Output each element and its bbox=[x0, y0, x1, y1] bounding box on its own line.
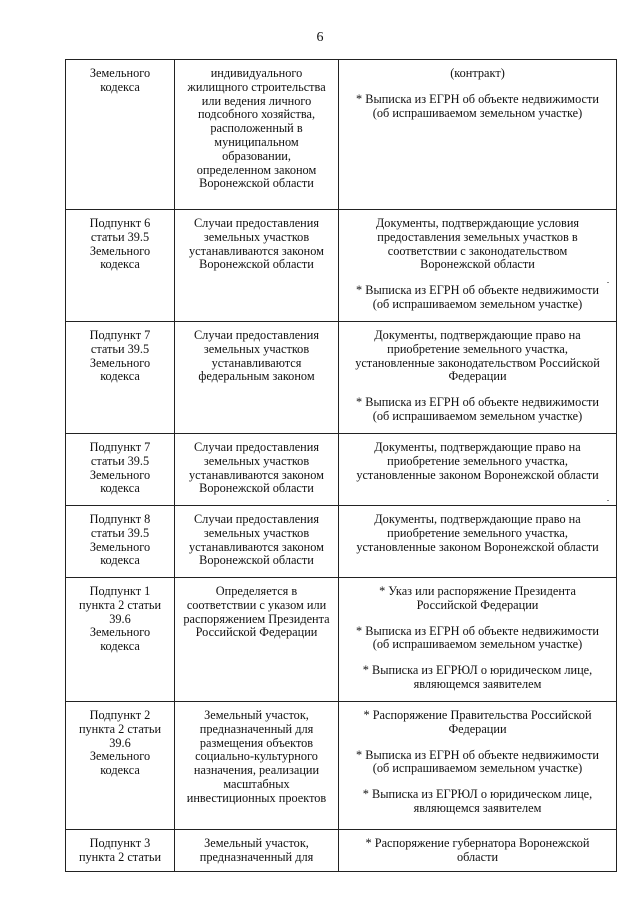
documents-cell bbox=[339, 830, 617, 872]
subject-line: Земельный участок, bbox=[204, 836, 309, 850]
subject-cell bbox=[175, 702, 339, 830]
scan-speck bbox=[607, 500, 609, 501]
subject-line: определенном законом bbox=[196, 162, 317, 177]
bullet-asterisk: * bbox=[362, 663, 369, 678]
subject-line: инвестиционных проектов bbox=[186, 790, 327, 805]
basis-line: кодекса bbox=[100, 79, 140, 94]
document-text: установленные законом Воронежской области bbox=[356, 539, 599, 554]
subject-line: земельных участков bbox=[203, 525, 310, 540]
bullet-asterisk: * bbox=[379, 584, 386, 598]
document-text: Выписка из ЕГРН об объекте недвижимости bbox=[365, 91, 599, 106]
basis-line: Подпункт 1 bbox=[89, 584, 151, 598]
subject-line: жилищного строительства bbox=[187, 79, 326, 94]
subject-line: Случаи предоставления bbox=[193, 216, 320, 230]
subject-line: муниципальном bbox=[214, 134, 299, 149]
basis-line: кодекса bbox=[100, 481, 140, 496]
basis-cell bbox=[66, 210, 175, 322]
document-line bbox=[343, 410, 612, 424]
subject-line: соответствии с указом или bbox=[186, 597, 327, 612]
subject-line: образовании, bbox=[222, 148, 291, 163]
basis-cell bbox=[66, 322, 175, 434]
subject-line: устанавливаются bbox=[211, 355, 302, 370]
documents-cell bbox=[339, 434, 617, 506]
document-text: Выписка из ЕГРН об объекте недвижимости bbox=[365, 623, 599, 638]
subject-line: размещения объектов bbox=[199, 735, 314, 750]
basis-line: Подпункт 8 bbox=[89, 512, 151, 526]
scan-speck bbox=[607, 282, 609, 283]
document-line bbox=[343, 343, 612, 357]
basis-line: Подпункт 6 bbox=[89, 216, 151, 230]
document-item bbox=[343, 837, 612, 865]
document-text: (контракт) bbox=[450, 66, 505, 80]
document-line bbox=[343, 370, 612, 384]
document-text: Документы, подтверждающие право на bbox=[374, 440, 581, 454]
document-line bbox=[343, 788, 612, 802]
document-line bbox=[343, 231, 612, 245]
document-line bbox=[343, 284, 612, 298]
basis-line: Подпункт 7 bbox=[89, 328, 151, 342]
basis-line: статьи 39.5 bbox=[90, 229, 150, 244]
document-text: являющемся заявителем bbox=[413, 676, 542, 691]
document-line bbox=[343, 851, 612, 865]
table-row bbox=[66, 702, 617, 830]
basis-line: Земельного bbox=[89, 355, 151, 370]
documents-cell bbox=[339, 578, 617, 702]
document-item bbox=[343, 67, 612, 81]
subject-line: устанавливаются законом bbox=[189, 467, 324, 482]
basis-line: Земельного bbox=[89, 625, 151, 640]
subject-cell bbox=[175, 60, 339, 210]
subject-line: подсобного хозяйства, bbox=[197, 107, 316, 122]
document-text: Распоряжение губернатора Воронежской bbox=[374, 836, 590, 850]
subject-line: распоряжением Президента bbox=[183, 611, 330, 626]
subject-line: или ведения личного bbox=[201, 93, 312, 108]
subject-line: устанавливаются законом bbox=[189, 243, 324, 258]
bullet-asterisk: * bbox=[363, 708, 370, 722]
document-line bbox=[343, 837, 612, 851]
bullet-asterisk: * bbox=[356, 283, 363, 298]
document-text: Российской Федерации bbox=[416, 597, 539, 612]
document-item bbox=[343, 93, 612, 121]
basis-line: пункта 2 статьи bbox=[78, 597, 162, 612]
document-text: (об испрашиваемом земельном участке) bbox=[372, 296, 583, 311]
basis-line: кодекса bbox=[100, 257, 140, 272]
basis-line: Земельного bbox=[89, 467, 151, 482]
document-line bbox=[343, 357, 612, 371]
documents-cell bbox=[339, 702, 617, 830]
document-item bbox=[343, 284, 612, 312]
documents-cell bbox=[339, 506, 617, 578]
document-line bbox=[343, 749, 612, 763]
basis-line: 39.6 bbox=[109, 611, 131, 626]
document-text: установленные законом Воронежской области bbox=[356, 467, 599, 482]
bullet-asterisk: * bbox=[365, 836, 372, 850]
subject-line: земельных участков bbox=[203, 453, 310, 468]
document-text: являющемся заявителем bbox=[413, 800, 542, 815]
basis-cell bbox=[66, 506, 175, 578]
basis-line: статьи 39.5 bbox=[90, 525, 150, 540]
subject-cell bbox=[175, 506, 339, 578]
document-line bbox=[343, 396, 612, 410]
bullet-asterisk: * bbox=[362, 787, 369, 802]
document-item bbox=[343, 664, 612, 692]
document-item bbox=[343, 625, 612, 653]
document-line bbox=[343, 638, 612, 652]
document-item bbox=[343, 329, 612, 384]
table-row bbox=[66, 322, 617, 434]
table-row bbox=[66, 434, 617, 506]
document-line bbox=[343, 441, 612, 455]
document-item bbox=[343, 749, 612, 777]
document-text: (об испрашиваемом земельном участке) bbox=[372, 637, 583, 652]
subject-line: расположенный в bbox=[210, 121, 303, 136]
basis-line: статьи 39.5 bbox=[90, 453, 150, 468]
document-text: Выписка из ЕГРН об объекте недвижимости bbox=[365, 395, 599, 410]
subject-line: индивидуального bbox=[210, 66, 303, 80]
document-line bbox=[343, 245, 612, 259]
subject-line: земельных участков bbox=[203, 341, 310, 356]
document-line bbox=[343, 513, 612, 527]
basis-line: пункта 2 статьи bbox=[78, 849, 162, 864]
document-text: Документы, подтверждающие условия bbox=[375, 216, 580, 230]
basis-line: кодекса bbox=[100, 369, 140, 384]
subject-cell bbox=[175, 578, 339, 702]
document-text: соответствии с законодательством bbox=[387, 243, 568, 258]
basis-line: Земельного bbox=[89, 66, 151, 80]
document-line bbox=[343, 678, 612, 692]
document-text: Документы, подтверждающие право на bbox=[374, 512, 581, 526]
basis-cell bbox=[66, 60, 175, 210]
bullet-asterisk: * bbox=[356, 747, 363, 762]
basis-line: кодекса bbox=[100, 639, 140, 654]
document-line bbox=[343, 329, 612, 343]
document-line bbox=[343, 709, 612, 723]
basis-line: Подпункт 7 bbox=[89, 440, 151, 454]
document-item bbox=[343, 585, 612, 613]
basis-line: Земельного bbox=[89, 539, 151, 554]
document-text: Распоряжение Правительства Российской bbox=[372, 708, 592, 722]
subject-line: Воронежской области bbox=[199, 176, 314, 191]
document-line bbox=[343, 527, 612, 541]
document-item bbox=[343, 513, 612, 554]
subject-line: масштабных bbox=[223, 776, 290, 791]
document-line bbox=[343, 802, 612, 816]
document-line bbox=[343, 93, 612, 107]
document-text: приобретение земельного участка, bbox=[387, 341, 568, 356]
table-row bbox=[66, 210, 617, 322]
basis-line: 39.6 bbox=[109, 735, 131, 750]
subject-line: Определяется в bbox=[215, 584, 298, 598]
subject-line: Земельный участок, bbox=[204, 708, 309, 722]
document-line bbox=[343, 541, 612, 555]
document-text: Указ или распоряжение Президента bbox=[388, 584, 576, 598]
document-line bbox=[343, 455, 612, 469]
subject-cell bbox=[175, 210, 339, 322]
document-text: предоставления земельных участков в bbox=[377, 229, 578, 244]
basis-cell bbox=[66, 830, 175, 872]
document-line bbox=[343, 298, 612, 312]
subject-line: Случаи предоставления bbox=[193, 440, 320, 454]
bullet-asterisk: * bbox=[356, 395, 363, 410]
document-line bbox=[343, 585, 612, 599]
document-line bbox=[343, 599, 612, 613]
document-text: приобретение земельного участка, bbox=[387, 525, 568, 540]
basis-line: кодекса bbox=[100, 763, 140, 778]
document-text: области bbox=[456, 849, 499, 864]
subject-line: Воронежской области bbox=[199, 257, 314, 272]
basis-line: Земельного bbox=[89, 243, 151, 258]
document-item bbox=[343, 396, 612, 424]
land-grant-documents-table bbox=[65, 59, 617, 872]
subject-line: предназначенный для bbox=[199, 721, 314, 736]
table-row bbox=[66, 506, 617, 578]
subject-line: назначения, реализации bbox=[193, 763, 320, 778]
subject-line: социально-культурного bbox=[195, 749, 318, 764]
document-text: Воронежской области bbox=[420, 257, 535, 272]
subject-line: устанавливаются законом bbox=[189, 539, 324, 554]
document-text: (об испрашиваемом земельном участке) bbox=[372, 761, 583, 776]
document-line bbox=[343, 469, 612, 483]
subject-line: Случаи предоставления bbox=[193, 512, 320, 526]
basis-line: пункта 2 статьи bbox=[78, 721, 162, 736]
document-item bbox=[343, 217, 612, 272]
document-line bbox=[343, 762, 612, 776]
subject-line: Случаи предоставления bbox=[193, 328, 320, 342]
table-row bbox=[66, 578, 617, 702]
document-line bbox=[343, 258, 612, 272]
document-text: (об испрашиваемом земельном участке) bbox=[372, 105, 583, 120]
document-item bbox=[343, 788, 612, 816]
subject-cell bbox=[175, 830, 339, 872]
document-text: Федерации bbox=[448, 369, 507, 384]
document-line bbox=[343, 107, 612, 121]
document-item bbox=[343, 709, 612, 737]
subject-cell bbox=[175, 322, 339, 434]
subject-line: предназначенный для bbox=[199, 849, 314, 864]
document-text: Федерации bbox=[448, 721, 507, 736]
document-text: Выписка из ЕГРЮЛ о юридическом лице, bbox=[372, 663, 593, 678]
document-line bbox=[343, 625, 612, 639]
bullet-asterisk: * bbox=[356, 623, 363, 638]
subject-line: федеральным законом bbox=[198, 369, 315, 384]
page-number: 6 bbox=[316, 30, 324, 45]
subject-line: земельных участков bbox=[203, 229, 310, 244]
subject-line: Российской Федерации bbox=[195, 625, 318, 640]
document-text: Выписка из ЕГРН об объекте недвижимости bbox=[365, 283, 599, 298]
document-text: приобретение земельного участка, bbox=[387, 453, 568, 468]
document-text: Выписка из ЕГРН об объекте недвижимости bbox=[365, 747, 599, 762]
document-text: Документы, подтверждающие право на bbox=[374, 328, 581, 342]
basis-line: кодекса bbox=[100, 553, 140, 568]
basis-cell bbox=[66, 578, 175, 702]
subject-cell bbox=[175, 434, 339, 506]
document-line bbox=[343, 664, 612, 678]
bullet-asterisk: * bbox=[356, 91, 363, 106]
document-line bbox=[343, 217, 612, 231]
table-row bbox=[66, 830, 617, 872]
basis-cell bbox=[66, 702, 175, 830]
basis-line: статьи 39.5 bbox=[90, 341, 150, 356]
document-line bbox=[343, 723, 612, 737]
basis-line: Подпункт 3 bbox=[89, 836, 151, 850]
documents-cell bbox=[339, 210, 617, 322]
documents-cell bbox=[339, 322, 617, 434]
subject-line: Воронежской области bbox=[199, 553, 314, 568]
document-text: (об испрашиваемом земельном участке) bbox=[372, 408, 583, 423]
basis-line: Подпункт 2 bbox=[89, 708, 151, 722]
subject-line: Воронежской области bbox=[199, 481, 314, 496]
document-line bbox=[343, 67, 612, 81]
basis-cell bbox=[66, 434, 175, 506]
document-text: Выписка из ЕГРЮЛ о юридическом лице, bbox=[372, 787, 593, 802]
document-text: установленные законодательством Российской bbox=[355, 355, 600, 370]
document-item bbox=[343, 441, 612, 482]
basis-line: Земельного bbox=[89, 749, 151, 764]
table-row bbox=[66, 60, 617, 210]
documents-cell bbox=[339, 60, 617, 210]
